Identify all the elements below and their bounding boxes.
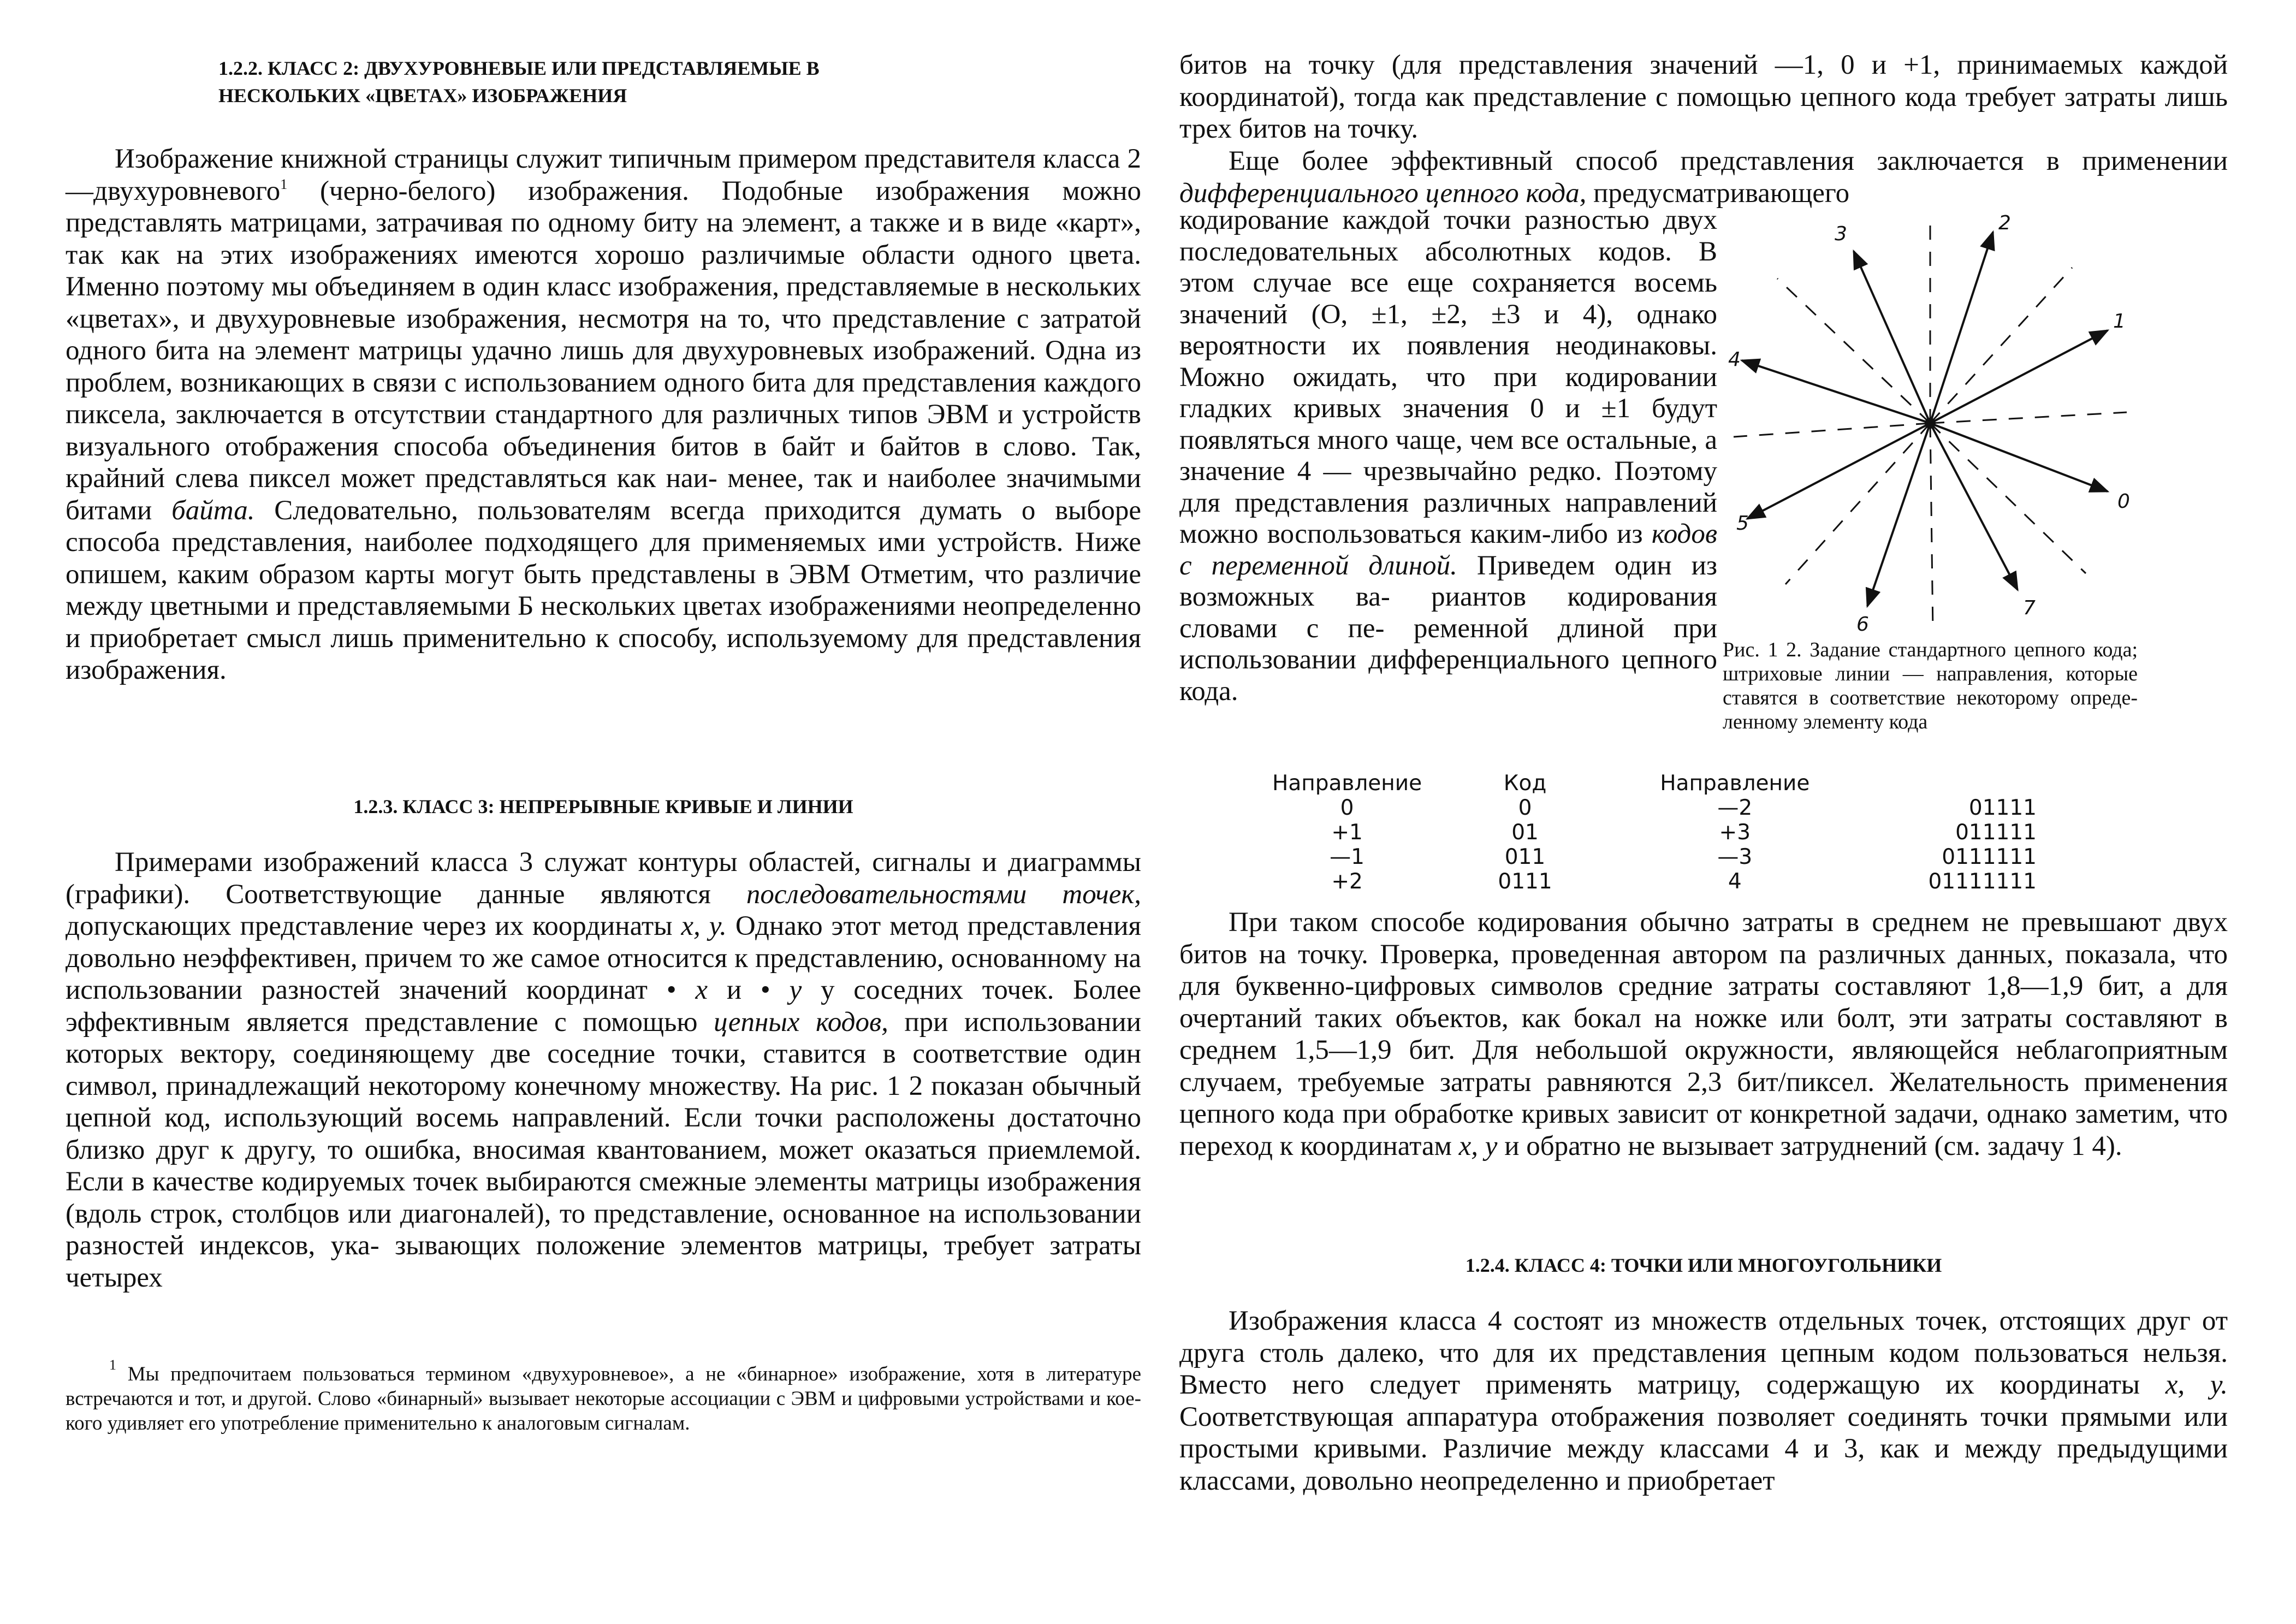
text-run: у соседних точек. Более эффективным является представление с помощью — [66, 975, 1141, 1038]
table-header: Направление — [1660, 771, 1810, 796]
heading-1-2-4: 1.2.4. КЛАСС 4: ТОЧКИ ИЛИ МНОГОУГОЛЬНИКИ — [1465, 1254, 1942, 1276]
dash-line — [1785, 423, 1930, 584]
heading-1-2-2-line1: 1.2.2. КЛАСС 2: ДВУХУРОВНЕВЫЕ ИЛИ ПРЕДСТАВЛЯЕМЫЕ В — [218, 57, 820, 79]
emphasis: цепных кодов, — [714, 1006, 888, 1038]
heading-1-2-2 — [218, 55, 1092, 109]
table-cell: —2 — [1717, 796, 1753, 820]
text-run: кодирование каждой точки разностью двух последовательных абсолютных кодов. В этом случае все еще сохраняется восемь значений (О, ±1, ±2, ±3 и 4), однако вероятности их появления неодинаковы. Можно ожидать, что при кодировании гладких кривых значения 0 и ±1 будут появляться много чаще, чем все остальные, а значение 4 — чрезвычайно редко. Поэтому для представления различных направлений можно воспользоваться каким-либо из — [1179, 205, 1717, 549]
table-cell: 01111111 — [1928, 869, 2037, 894]
table-header: Направление — [1272, 771, 1422, 796]
arrow-7 — [1930, 423, 2018, 590]
table-cell: 0 — [1340, 796, 1354, 820]
label-0: 0 — [2117, 490, 2130, 513]
heading-1-2-3: 1.2.3. КЛАСС 3: НЕПРЕРЫВНЫЕ КРИВЫЕ И ЛИНИИ — [353, 796, 853, 817]
arrow-0 — [1930, 423, 2108, 491]
paragraph-class2 — [66, 143, 1141, 686]
label-6: 6 — [1856, 613, 1869, 636]
text-run: Следовательно, пользователям всегда приходится думать о выборе способа представления, наиболее подходящего для применяемых ими устройств. Ниже опишем, каким образом карты могут быть представлены в ЭВМ Отметим, что различие между цветными и представляемыми Б нескольких цветах изображениями неопределенно и приобретает смысл лишь применительно к способу, используемому для представления изображения. — [66, 495, 1142, 685]
table-cell: 01111 — [1968, 796, 2037, 820]
emphasis: х, у. — [681, 911, 727, 941]
table-header: Код — [1503, 771, 1547, 796]
label-4: 4 — [1728, 348, 1741, 371]
dash-line — [1930, 412, 2127, 423]
table-cell: +3 — [1719, 820, 1751, 845]
table-row — [1272, 820, 2037, 845]
table-cell: +2 — [1331, 869, 1363, 894]
table-cell: 0111 — [1498, 869, 1552, 894]
text-run: при использовании которых вектору, соединяющему две соседние точки, ставится в соответствие один символ, принадлежащий некоторому конечному множеству. На рис. 1 2 показан обычный цепной код, использующий восемь направлений. Если точки расположены достаточно близко друг к другу, то ошибка, вносимая квантованием, может оказаться приемлемой. Если в качестве кодируемых точек выбираются смежные элементы матрицы изображения (вдоль строк, столбцов или диагоналей), то представление, основанное на использовании разностей индексов, ука- зывающих положение элементов матрицы, требует затраты четырех — [66, 1006, 1142, 1293]
center-point — [1925, 418, 1936, 429]
chain-code-figure — [1725, 208, 2135, 650]
text-run: допускающих представление через их координаты — [66, 911, 681, 941]
paragraph-costs — [1179, 906, 2228, 1162]
table-cell: 01 — [1511, 820, 1539, 845]
label-2: 2 — [1998, 212, 2011, 234]
emphasis: х — [695, 975, 708, 1005]
table-cell: 4 — [1728, 869, 1742, 894]
text-run: Соответствующая аппаратура отображения позволяет соединять точки прямыми или простыми кривыми. Различие между классами 4 и 3, как и между предыдущими классами, довольно неопределенно и приобретает — [1179, 1401, 2228, 1496]
emphasis: кодов с переменной длиной. — [1179, 519, 1717, 581]
table-cell: 0 — [1518, 796, 1532, 820]
text-run: (черно-белого) изображения. Подобные изображения можно представлять матрицами, затрачивая по одному биту на элемент, а также и в виде «карт», так как на этих изображениях имеются хорошо различимые области одного цвета. Именно поэтому мы объединяем в один класс изображения, представляемые в нескольких «цветах», и двухуровневые изображения, несмотря на то, что представление с затратой одного бита на элемент матрицы удачно лишь для двухуровневых изображений. Одна из проблем, возникающих в связи с использованием одного бита для представления каждого пиксела, заключается в отсутствии стандартного для различных типов ЭВМ и устройств визуального отображения способа объединения битов в байт и байтов в слово. Так, крайний слева пиксел может представляться как наи- менее, так и наиболее значимыми битами — [66, 175, 1141, 526]
paragraph-wrap — [1179, 205, 1717, 707]
dash-line — [1734, 423, 1930, 437]
dash-line — [1930, 423, 1933, 631]
table-cell: —1 — [1330, 845, 1364, 869]
dash-line — [1777, 278, 1930, 423]
paragraph-continued: битов на точку (для представления значений —1, 0 и +1, принимаемых каждой координатой), тогда как представление с помощью цепного кода требует затраты лишь трех битов на точку. — [1179, 50, 2228, 144]
emphasis: х, у. — [2165, 1370, 2228, 1400]
emphasis: последовательностями точек, — [746, 879, 1141, 910]
text-run: Однако этот метод представления довольно неэффективен, причем то же самое относится к представлению, основанному на использовании разностей значений координат • — [66, 911, 1141, 1005]
wrap-text-block — [1179, 205, 1717, 707]
text-run: При таком способе кодирования обычно затраты в среднем не превышают двух битов на точку. Проверка, проведенная автором па различных данных, показала, что для буквенно-цифровых символов средние затраты составляют 1,8—1,9 бит, а для очертаний таких объектов, как бокал на ножке или болт, эти затраты составляют в среднем 1,5—1,9 бит. Для небольшой окружности, являющейся неблагоприятным случаем, требуемые затраты равняются 2,3 бит/пиксел. Желательность применения цепного кода при обработке кривых зависит от конкретной задачи, однако заметим, что переход к координатам — [1179, 907, 2228, 1161]
arrow-3 — [1854, 251, 1930, 423]
paragraph-differential — [1179, 145, 2228, 209]
text-run: Изображение книжной страницы служит типичным примером представителя класса 2—двухуровневого — [66, 144, 1141, 206]
label-3: 3 — [1835, 223, 1847, 245]
text-run: Еще более эффективный способ представления заключается в применении — [1229, 146, 2228, 176]
table-cell: +1 — [1331, 820, 1363, 845]
label-7: 7 — [2023, 597, 2036, 619]
heading-1-2-2-line2: НЕСКОЛЬКИХ «ЦВЕТАХ» ИЗОБРАЖЕНИЯ — [218, 85, 627, 106]
text-run: и обратно не вызывает затруднений (см. задачу 1 4). — [1497, 1130, 2122, 1161]
paragraph-class4 — [1179, 1305, 2228, 1497]
footnote-mark: 1 — [109, 1357, 116, 1373]
label-1: 1 — [2113, 310, 2126, 333]
text-run: Примерами изображений класса 3 служат контуры областей, сигналы и диаграммы (графики). Соответствующие данные являются — [66, 847, 1141, 910]
table-row — [1272, 869, 2037, 894]
table-cell: —3 — [1717, 845, 1753, 869]
code-table — [1272, 771, 2037, 894]
table-cell: 011111 — [1955, 820, 2037, 845]
emphasis: дифференциального цепного кода, — [1179, 177, 1587, 209]
text-run: Изображения класса 4 состоят из множеств отдельных точек, отстоящих друг от друга столь далеко, что для их представления цепным кодом пользоваться нельзя. Вместо него следует применять матрицу, содержащую их координаты — [1179, 1306, 2228, 1400]
table-header — [1842, 771, 2037, 796]
footnote — [66, 1357, 1141, 1436]
table-cell: 0111111 — [1942, 845, 2037, 869]
arrow-4 — [1742, 360, 1930, 423]
table-row — [1272, 845, 2037, 869]
table-row — [1272, 796, 2037, 820]
emphasis: х, у — [1458, 1130, 1498, 1161]
emphasis: у — [789, 975, 802, 1005]
footnote-ref[interactable]: 1 — [280, 176, 288, 192]
dash-line — [1930, 268, 2072, 423]
text-run: и • — [708, 975, 790, 1005]
table-header-row — [1272, 771, 2037, 796]
text-run: Приведем один из возможных ва- риантов кодирования словами с пе- ременной длиной при использовании дифференциального цепного кода. — [1179, 550, 1718, 707]
text-run: предусматривающего — [1586, 177, 1850, 209]
dash-line — [1930, 423, 2086, 573]
footnote-text: Мы предпочитаем пользоваться термином «двухуровневое», а не «бинарное» изображение, хотя в литературе встречаются и тот, и другой. Слово «бинарный» вызывает некоторые ассоциации с ЭВМ и цифровыми устройствами и кое-кого удивляет его употребление применительно к аналоговым сигналам. — [66, 1363, 1141, 1435]
figure-caption: Рис. 1 2. Задание стандартного цепного кода; штриховые линии — направления, которые ставятся в соответствие некоторому опреде- ленному элементу кода — [1723, 638, 2138, 733]
paragraph-class3 — [66, 846, 1141, 1294]
label-5: 5 — [1736, 512, 1749, 535]
emphasis: байта. — [171, 495, 255, 526]
table-cell: 011 — [1504, 845, 1546, 869]
